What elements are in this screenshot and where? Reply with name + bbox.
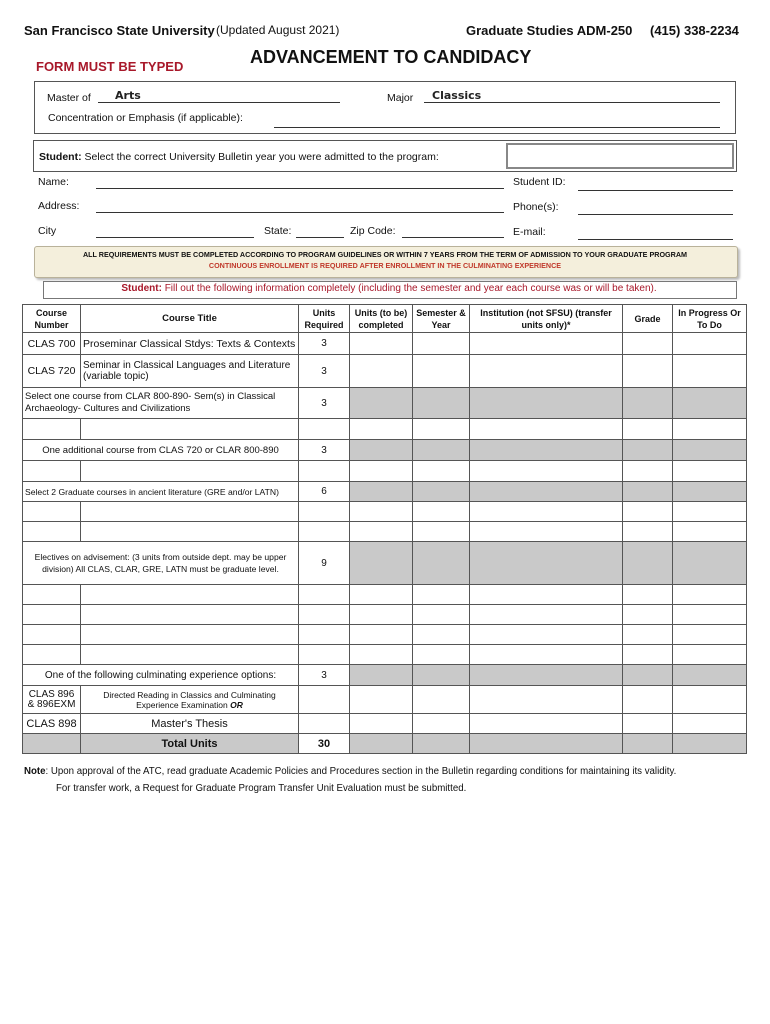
city-label: City bbox=[38, 225, 57, 237]
course-number[interactable] bbox=[23, 645, 81, 665]
grade[interactable] bbox=[623, 419, 673, 440]
email-field[interactable] bbox=[578, 239, 733, 240]
table-row bbox=[23, 419, 747, 440]
note-line1 bbox=[24, 766, 676, 777]
total-label: Total Units bbox=[81, 734, 299, 754]
table-row bbox=[23, 625, 747, 645]
table-row bbox=[23, 440, 747, 461]
form-code: Graduate Studies ADM-250 bbox=[466, 23, 633, 38]
in-progress[interactable] bbox=[673, 522, 747, 542]
header-course-title: Course Title bbox=[81, 305, 299, 333]
address-field[interactable] bbox=[96, 212, 504, 213]
grade[interactable] bbox=[623, 645, 673, 665]
institution[interactable] bbox=[470, 419, 623, 440]
units-required[interactable] bbox=[299, 461, 350, 482]
course-title[interactable] bbox=[81, 645, 299, 665]
units-completed[interactable] bbox=[350, 645, 413, 665]
units-required: 3 bbox=[299, 355, 350, 388]
course-title[interactable]: Select one course from CLAR 800-890- Sem(s) in Classical Archaeology- Cultures and Civilizations bbox=[23, 388, 299, 419]
note-bold: Note bbox=[24, 766, 46, 777]
course-number[interactable] bbox=[23, 461, 81, 482]
institution[interactable] bbox=[470, 461, 623, 482]
semester-year[interactable] bbox=[413, 502, 470, 522]
master-of-label: Master of bbox=[47, 92, 91, 104]
units-completed[interactable] bbox=[350, 585, 413, 605]
semester-year[interactable] bbox=[413, 440, 470, 461]
semester-year[interactable] bbox=[413, 585, 470, 605]
course-number[interactable] bbox=[23, 522, 81, 542]
units-required: 3 bbox=[299, 333, 350, 355]
in-progress[interactable] bbox=[673, 645, 747, 665]
grade[interactable] bbox=[623, 714, 673, 734]
course-title[interactable]: Seminar in Classical Languages and Literature (variable topic) bbox=[81, 355, 299, 388]
table-row bbox=[23, 461, 747, 482]
units-completed[interactable] bbox=[350, 482, 413, 502]
semester-year[interactable] bbox=[413, 625, 470, 645]
student-id-label: Student ID: bbox=[513, 176, 566, 188]
updated-date: (Updated August 2021) bbox=[216, 23, 340, 37]
grade[interactable] bbox=[623, 625, 673, 645]
office-phone: (415) 338-2234 bbox=[650, 23, 739, 38]
semester-year[interactable] bbox=[413, 645, 470, 665]
grade[interactable] bbox=[623, 686, 673, 714]
institution[interactable] bbox=[470, 482, 623, 502]
total-shaded bbox=[413, 734, 470, 754]
course-title[interactable] bbox=[81, 625, 299, 645]
in-progress[interactable] bbox=[673, 625, 747, 645]
table-row bbox=[23, 714, 747, 734]
table-row bbox=[23, 482, 747, 502]
semester-year[interactable] bbox=[413, 419, 470, 440]
bulletin-student-bold: Student: bbox=[39, 151, 82, 163]
units-required[interactable] bbox=[299, 714, 350, 734]
in-progress[interactable] bbox=[673, 502, 747, 522]
header-course-number: Course Number bbox=[23, 305, 81, 333]
semester-year[interactable] bbox=[413, 714, 470, 734]
course-title[interactable] bbox=[81, 419, 299, 440]
grade[interactable] bbox=[623, 585, 673, 605]
grade[interactable] bbox=[623, 605, 673, 625]
grade[interactable] bbox=[623, 522, 673, 542]
semester-year[interactable] bbox=[413, 333, 470, 355]
in-progress[interactable] bbox=[673, 388, 747, 419]
grade[interactable] bbox=[623, 502, 673, 522]
page-title: ADVANCEMENT TO CANDIDACY bbox=[250, 47, 532, 67]
grade[interactable] bbox=[623, 440, 673, 461]
table-row bbox=[23, 522, 747, 542]
student-id-field[interactable] bbox=[578, 190, 733, 191]
total-shaded bbox=[673, 734, 747, 754]
header-grade: Grade bbox=[623, 305, 673, 333]
units-required: 3 bbox=[299, 388, 350, 419]
requirements-line1: ALL REQUIREMENTS MUST BE COMPLETED ACCORDING TO PROGRAM GUIDELINES OR WITHIN 7 YEARS FROM THE TERM OF ADMISSION TO YOUR GRADUATE PROGRAM bbox=[82, 250, 688, 259]
zip-field[interactable] bbox=[402, 237, 504, 238]
units-required[interactable] bbox=[299, 686, 350, 714]
course-number[interactable]: CLAS 700 bbox=[23, 333, 81, 355]
course-title[interactable] bbox=[81, 686, 299, 714]
fill-note-bold: Student: bbox=[121, 283, 162, 294]
course-title[interactable]: Electives on advisement: (3 units from outside dept. may be upper division) All CLAS, CLAR, GRE, LATN must be graduate level. bbox=[23, 542, 299, 585]
total-row bbox=[23, 734, 747, 754]
header-in-progress: In Progress Or To Do bbox=[673, 305, 747, 333]
or-label: OR bbox=[230, 699, 243, 710]
concentration-label: Concentration or Emphasis (if applicable): bbox=[48, 112, 243, 124]
semester-year[interactable] bbox=[413, 388, 470, 419]
semester-year[interactable] bbox=[413, 355, 470, 388]
in-progress[interactable] bbox=[673, 355, 747, 388]
bulletin-instruction bbox=[39, 151, 439, 163]
major-label: Major bbox=[387, 92, 414, 104]
units-required[interactable] bbox=[299, 502, 350, 522]
course-number[interactable]: CLAS 896 & 896EXM bbox=[23, 686, 81, 714]
course-title[interactable]: One additional course from CLAS 720 or CLAR 800-890 bbox=[23, 440, 299, 461]
master-of-field[interactable]: Arts bbox=[115, 89, 141, 102]
in-progress[interactable] bbox=[673, 605, 747, 625]
institution[interactable] bbox=[470, 388, 623, 419]
table-row bbox=[23, 585, 747, 605]
units-completed[interactable] bbox=[350, 419, 413, 440]
table-row bbox=[23, 665, 747, 686]
major-underline bbox=[424, 102, 720, 103]
semester-year[interactable] bbox=[413, 605, 470, 625]
course-title[interactable]: One of the following culminating experience options: bbox=[23, 665, 299, 686]
course-title[interactable]: Master's Thesis bbox=[81, 714, 299, 734]
grade[interactable] bbox=[623, 542, 673, 585]
units-completed[interactable] bbox=[350, 502, 413, 522]
concentration-underline bbox=[274, 127, 720, 128]
course-number[interactable] bbox=[23, 625, 81, 645]
course-number[interactable] bbox=[23, 502, 81, 522]
units-completed[interactable] bbox=[350, 625, 413, 645]
semester-year[interactable] bbox=[413, 665, 470, 686]
institution[interactable] bbox=[470, 645, 623, 665]
header-units-required: Units Required bbox=[299, 305, 350, 333]
fill-note-text: Fill out the following information completely (including the semester and year each course was or will be taken). bbox=[164, 283, 657, 294]
institution[interactable] bbox=[470, 522, 623, 542]
in-progress[interactable] bbox=[673, 461, 747, 482]
course-title[interactable]: Proseminar Classical Stdys: Texts & Contexts bbox=[81, 333, 299, 355]
table-row bbox=[23, 333, 747, 355]
units-required[interactable] bbox=[299, 522, 350, 542]
name-field[interactable] bbox=[96, 188, 504, 189]
course-title[interactable] bbox=[81, 585, 299, 605]
institution[interactable] bbox=[470, 585, 623, 605]
institution[interactable] bbox=[470, 440, 623, 461]
units-completed[interactable] bbox=[350, 440, 413, 461]
course-number[interactable] bbox=[23, 419, 81, 440]
institution[interactable] bbox=[470, 625, 623, 645]
institution[interactable] bbox=[470, 686, 623, 714]
units-completed[interactable] bbox=[350, 355, 413, 388]
course-title[interactable] bbox=[81, 502, 299, 522]
course-number[interactable]: CLAS 898 bbox=[23, 714, 81, 734]
institution[interactable] bbox=[470, 355, 623, 388]
semester-year[interactable] bbox=[413, 542, 470, 585]
table-row bbox=[23, 645, 747, 665]
course-title[interactable] bbox=[81, 461, 299, 482]
institution[interactable] bbox=[470, 542, 623, 585]
semester-year[interactable] bbox=[413, 461, 470, 482]
in-progress[interactable] bbox=[673, 419, 747, 440]
master-of-underline bbox=[98, 102, 340, 103]
institution[interactable] bbox=[470, 605, 623, 625]
in-progress[interactable] bbox=[673, 714, 747, 734]
bulletin-text: Select the correct University Bulletin year you were admitted to the program: bbox=[84, 151, 439, 163]
course-title[interactable] bbox=[81, 605, 299, 625]
grade[interactable] bbox=[623, 461, 673, 482]
table-row bbox=[23, 502, 747, 522]
units-completed[interactable] bbox=[350, 542, 413, 585]
state-label: State: bbox=[264, 225, 292, 237]
table-row bbox=[23, 355, 747, 388]
units-required[interactable] bbox=[299, 585, 350, 605]
note-line2: For transfer work, a Request for Graduate Program Transfer Unit Evaluation must be submitted. bbox=[56, 783, 467, 794]
units-completed[interactable] bbox=[350, 605, 413, 625]
in-progress[interactable] bbox=[673, 585, 747, 605]
units-required[interactable] bbox=[299, 419, 350, 440]
units-completed[interactable] bbox=[350, 388, 413, 419]
institution[interactable] bbox=[470, 665, 623, 686]
course-number[interactable] bbox=[23, 605, 81, 625]
course-title[interactable] bbox=[81, 522, 299, 542]
institution[interactable] bbox=[470, 333, 623, 355]
course-number[interactable] bbox=[23, 585, 81, 605]
bulletin-year-select[interactable] bbox=[506, 143, 734, 169]
course-table bbox=[22, 304, 747, 754]
semester-year[interactable] bbox=[413, 522, 470, 542]
units-completed[interactable] bbox=[350, 522, 413, 542]
requirements-line2: CONTINUOUS ENROLLMENT IS REQUIRED AFTER ENROLLMENT IN THE CULMINATING EXPERIENCE bbox=[208, 261, 562, 270]
fill-note bbox=[43, 283, 735, 294]
in-progress[interactable] bbox=[673, 440, 747, 461]
units-required[interactable] bbox=[299, 645, 350, 665]
culminating-option-title: Directed Reading in Classics and Culminating Experience Examination bbox=[103, 689, 276, 710]
total-units: 30 bbox=[299, 734, 350, 754]
phone-field[interactable] bbox=[578, 214, 733, 215]
form-must-be-typed: FORM MUST BE TYPED bbox=[36, 59, 184, 74]
name-label: Name: bbox=[38, 176, 69, 188]
major-field[interactable]: Classics bbox=[432, 89, 482, 102]
phone-label: Phone(s): bbox=[513, 201, 559, 213]
units-completed[interactable] bbox=[350, 665, 413, 686]
in-progress[interactable] bbox=[673, 542, 747, 585]
state-field[interactable] bbox=[296, 237, 344, 238]
total-shaded bbox=[470, 734, 623, 754]
table-row bbox=[23, 686, 747, 714]
units-required: 9 bbox=[299, 542, 350, 585]
zip-label: Zip Code: bbox=[350, 225, 396, 237]
units-required: 3 bbox=[299, 440, 350, 461]
header-semester-year: Semester & Year bbox=[413, 305, 470, 333]
grade[interactable] bbox=[623, 388, 673, 419]
semester-year[interactable] bbox=[413, 482, 470, 502]
city-field[interactable] bbox=[96, 237, 254, 238]
units-required: 3 bbox=[299, 665, 350, 686]
grade[interactable] bbox=[623, 355, 673, 388]
total-shaded bbox=[623, 734, 673, 754]
units-completed[interactable] bbox=[350, 714, 413, 734]
university-name: San Francisco State University bbox=[24, 23, 215, 38]
in-progress[interactable] bbox=[673, 665, 747, 686]
header-units-completed: Units (to be) completed bbox=[350, 305, 413, 333]
note-text: : Upon approval of the ATC, read graduate Academic Policies and Procedures section in the Bulletin regarding conditions for maintaining its validity. bbox=[45, 766, 677, 777]
table-row bbox=[23, 605, 747, 625]
course-number[interactable]: CLAS 720 bbox=[23, 355, 81, 388]
units-completed[interactable] bbox=[350, 461, 413, 482]
institution[interactable] bbox=[470, 502, 623, 522]
units-completed[interactable] bbox=[350, 686, 413, 714]
email-label: E-mail: bbox=[513, 226, 546, 238]
grade[interactable] bbox=[623, 333, 673, 355]
in-progress[interactable] bbox=[673, 686, 747, 714]
grade[interactable] bbox=[623, 665, 673, 686]
grade[interactable] bbox=[623, 482, 673, 502]
total-shaded bbox=[350, 734, 413, 754]
table-row bbox=[23, 542, 747, 585]
units-required[interactable] bbox=[299, 625, 350, 645]
total-blank bbox=[23, 734, 81, 754]
in-progress[interactable] bbox=[673, 333, 747, 355]
header-institution: Institution (not SFSU) (transfer units only)* bbox=[470, 305, 623, 333]
units-required[interactable] bbox=[299, 605, 350, 625]
semester-year[interactable] bbox=[413, 686, 470, 714]
institution[interactable] bbox=[470, 714, 623, 734]
concentration-field[interactable] bbox=[280, 110, 720, 124]
units-completed[interactable] bbox=[350, 333, 413, 355]
table-row bbox=[23, 388, 747, 419]
table-header-row bbox=[23, 305, 747, 333]
in-progress[interactable] bbox=[673, 482, 747, 502]
units-required: 6 bbox=[299, 482, 350, 502]
course-title[interactable]: Select 2 Graduate courses in ancient literature (GRE and/or LATN) bbox=[23, 482, 299, 502]
address-label: Address: bbox=[38, 200, 80, 212]
